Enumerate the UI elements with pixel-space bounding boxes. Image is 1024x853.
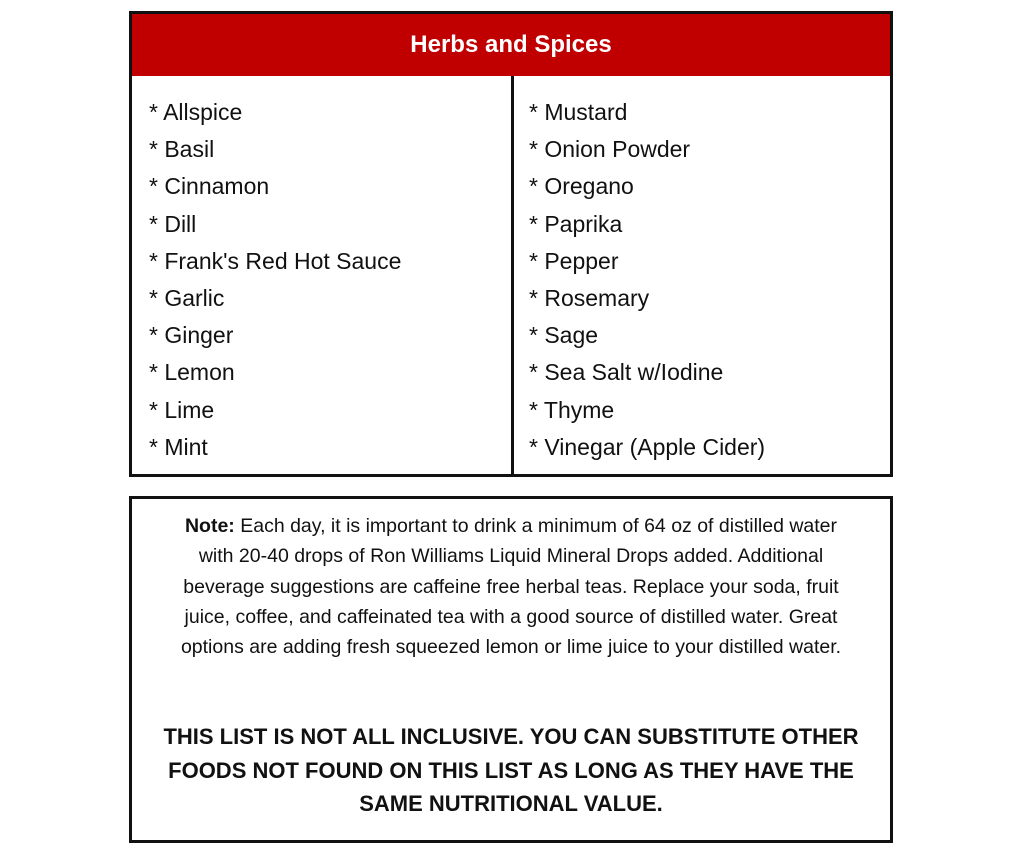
list-item: * Cinnamon bbox=[149, 173, 270, 200]
list-item: * Lemon bbox=[149, 359, 235, 386]
table-header bbox=[132, 14, 890, 76]
note-body: Each day, it is important to drink a minimum of 64 oz of distilled water with 20-40 drops of Ron Williams Liquid Mineral Drops added. Additional beverage suggestions are caffeine free herbal teas. Replace your soda, fruit juice, coffee, and caffeinated tea with a good source of distilled water. Great options are adding fresh squeezed lemon or lime juice to your distilled water. bbox=[180, 515, 842, 659]
list-item: * Rosemary bbox=[529, 284, 650, 311]
list-item: * Vinegar (Apple Cider) bbox=[529, 433, 766, 460]
list-item: * Paprika bbox=[529, 210, 623, 237]
list-item: * Allspice bbox=[149, 99, 243, 125]
list-item: * Dill bbox=[149, 210, 197, 237]
list-item: * Pepper bbox=[529, 247, 619, 274]
list-item: * Thyme bbox=[529, 396, 615, 423]
note-label: Note: bbox=[184, 515, 235, 537]
list-item: * Ginger bbox=[149, 322, 234, 349]
left-column-list bbox=[149, 94, 401, 466]
right-column-list bbox=[529, 94, 765, 466]
column-divider bbox=[511, 76, 514, 474]
list-item: * Onion Powder bbox=[529, 136, 691, 163]
list-item: * Oregano bbox=[529, 173, 634, 200]
herbs-spices-table bbox=[129, 11, 893, 477]
list-item: * Mustard bbox=[529, 99, 628, 125]
list-item: * Lime bbox=[149, 396, 215, 423]
list-item: * Frank's Red Hot Sauce bbox=[149, 247, 402, 274]
list-item: * Sea Salt w/Iodine bbox=[529, 359, 724, 386]
note-box bbox=[129, 496, 893, 843]
list-item: * Mint bbox=[149, 433, 208, 460]
list-item: * Garlic bbox=[149, 284, 225, 311]
table-title: Herbs and Spices bbox=[410, 31, 612, 58]
disclaimer-text: THIS LIST IS NOT ALL INCLUSIVE. YOU CAN SUBSTITUTE OTHER FOODS NOT FOUND ON THIS LIST AS LONG AS THEY HAVE THE SAME NUTRITIONAL VALUE. bbox=[163, 724, 859, 816]
list-item: * Sage bbox=[529, 322, 599, 349]
list-item: * Basil bbox=[149, 136, 215, 163]
note-paragraph bbox=[172, 511, 850, 662]
